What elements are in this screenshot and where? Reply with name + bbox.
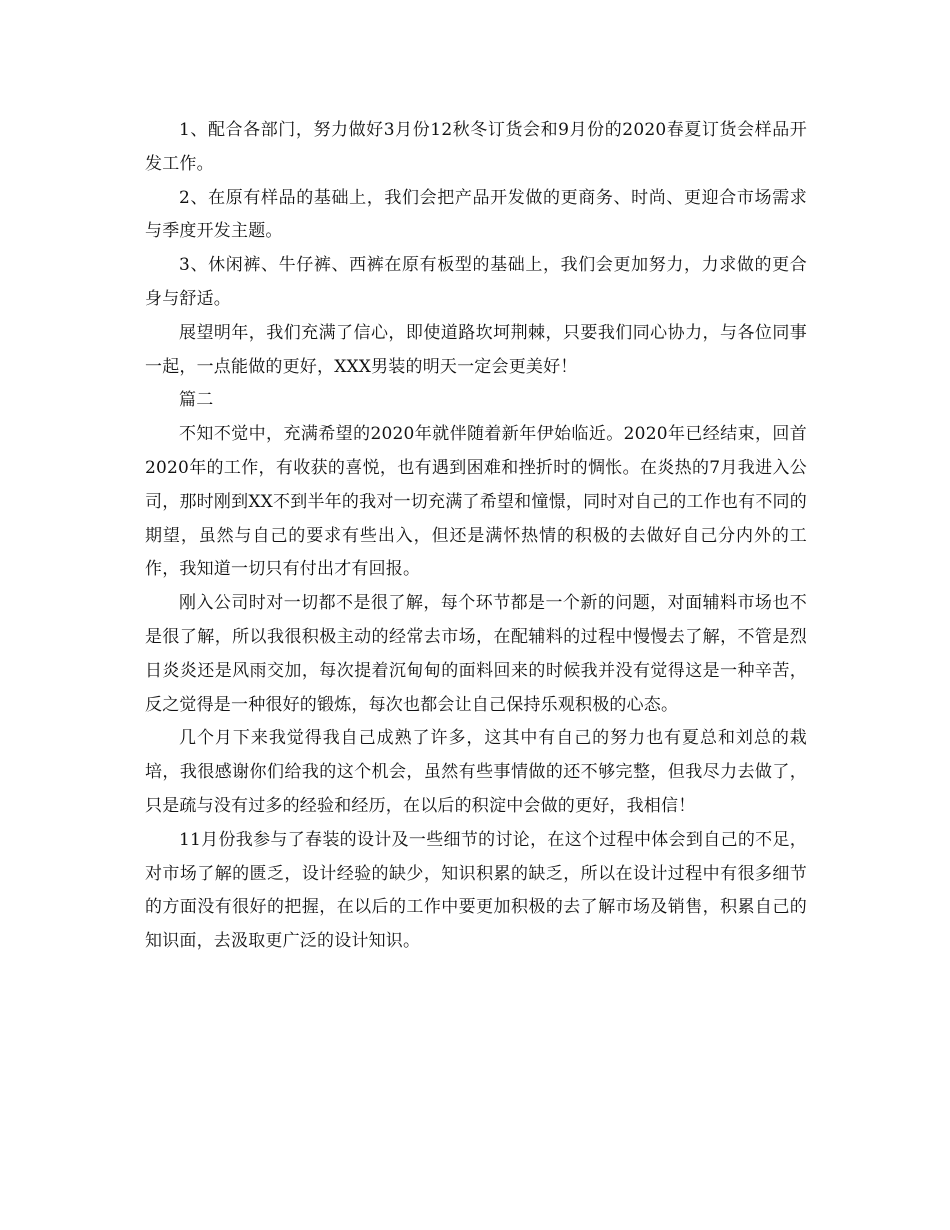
paragraph-intro: 不知不觉中，充满希望的2020年就伴随着新年伊始临近。2020年已经结束，回首2020年的工作，有收获的喜悦，也有遇到困难和挫折时的惆怅。在炎热的7月我进入公司，那时刚到XX不到半年的我对一切充满了希望和憧憬，同时对自己的工作也有不同的期望，虽然与自己的要求有些出入，但还是满怀热情的积极的去做好自己分内外的工作，我知道一切只有付出才有回报。 [145, 424, 807, 580]
document-body [145, 114, 807, 959]
paragraph-item-1: 1、配合各部门，努力做好3月份12秋冬订货会和9月份的2020春夏订货会样品开发工作。 [145, 120, 807, 174]
paragraph-growth: 几个月下来我觉得我自己成熟了许多，这其中有自己的努力也有夏总和刘总的栽培，我很感谢你们给我的这个机会，虽然有些事情做的还不够完整，但我尽力去做了，只是疏与没有过多的经验和经历，在以后的积淀中会做的更好，我相信！ [145, 728, 807, 816]
paragraph-joining: 刚入公司时对一切都不是很了解，每个环节都是一个新的问题，对面辅料市场也不是很了解，所以我很积极主动的经常去市场，在配辅料的过程中慢慢去了解，不管是烈日炎炎还是风雨交加，每次提着沉甸甸的面料回来的时候我并没有觉得这是一种辛苦，反之觉得是一种很好的锻炼，每次也都会让自己保持乐观积极的心态。 [145, 593, 807, 715]
paragraph-item-2: 2、在原有样品的基础上，我们会把产品开发做的更商务、时尚、更迎合市场需求与季度开发主题。 [145, 187, 807, 242]
paragraph-november: 11月份我参与了春装的设计及一些细节的讨论，在这个过程中体会到自己的不足，对市场了解的匮乏，设计经验的缺少，知识积累的缺乏，所以在设计过程中有很多细节的方面没有很好的把握，在以后的工作中要更加积极的去了解市场及销售，积累自己的知识面，去汲取更广泛的设计知识。 [145, 829, 807, 952]
paragraph-outlook: 展望明年，我们充满了信心，即使道路坎坷荆棘，只要我们同心协力，与各位同事一起，一点能做的更好，XXX男装的明天一定会更美好！ [145, 322, 807, 377]
paragraph-item-3: 3、休闲裤、牛仔裤、西裤在原有板型的基础上，我们会更加努力，力求做的更合身与舒适。 [145, 255, 807, 309]
section-heading: 篇二 [179, 390, 214, 411]
